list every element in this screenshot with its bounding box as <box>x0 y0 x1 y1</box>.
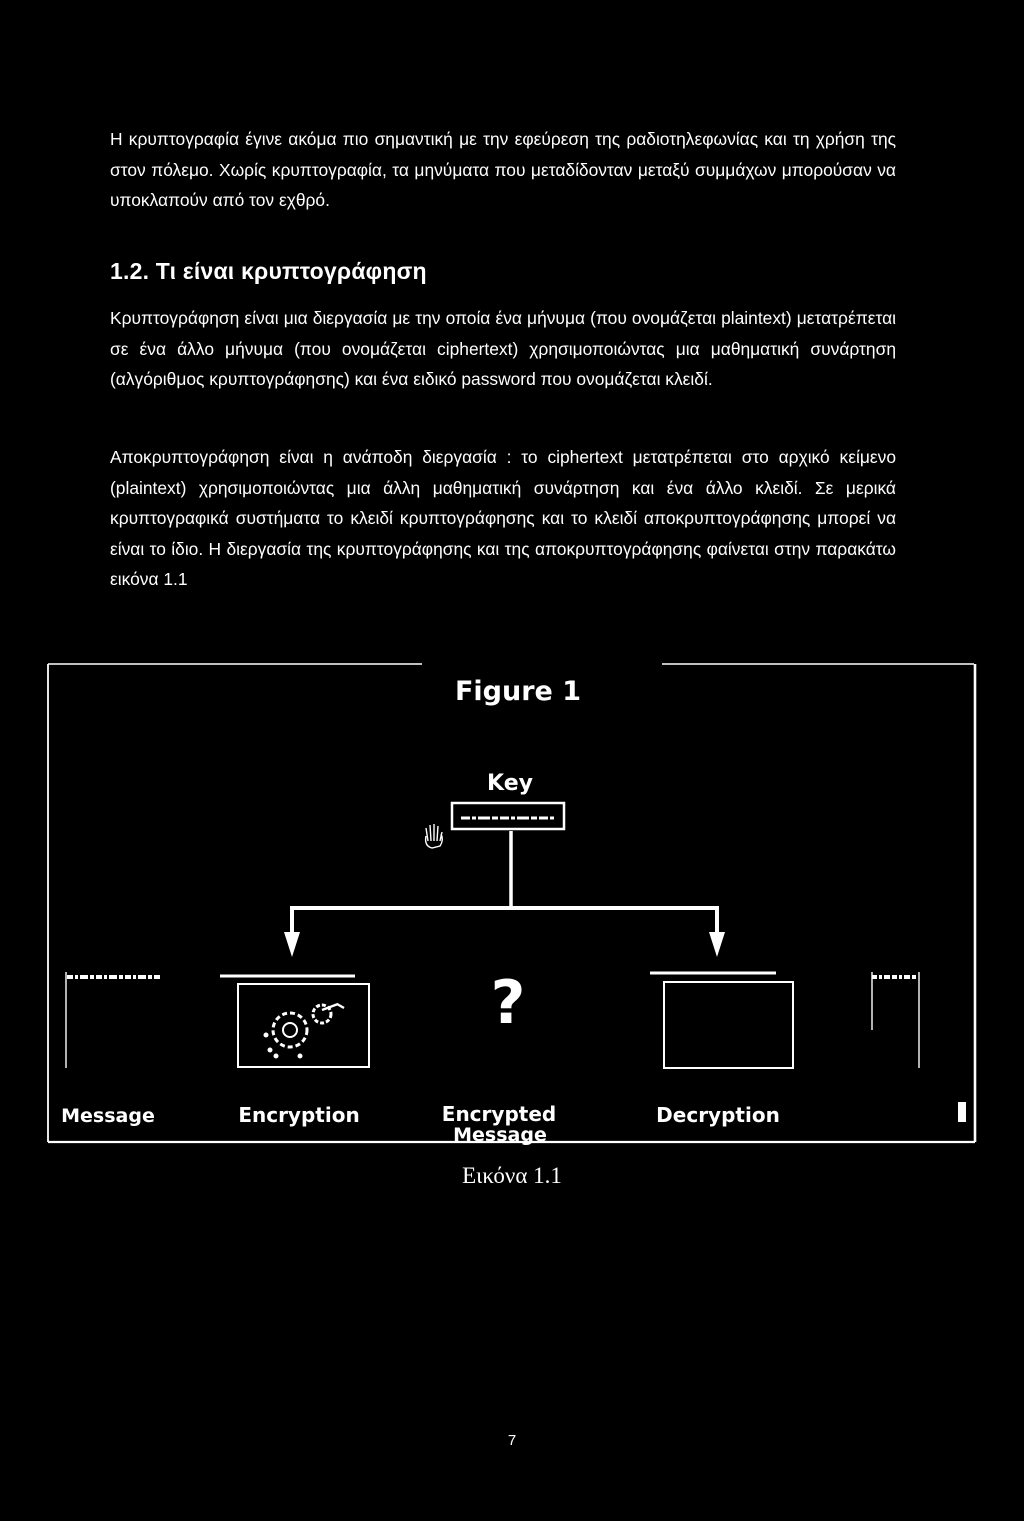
hand-pointer-icon <box>426 824 443 848</box>
message-label: Message <box>61 1105 155 1127</box>
intro-paragraph: Η κρυπτογραφία έγινε ακόμα πιο σημαντική με την εφεύρεση της ραδιοτηλεφωνίας και τη χρήση της στον πόλεμο. Χωρίς κρυπτογραφία, τα μηνύματα που μεταδίδονταν μεταξύ συμμάχων μπορούσαν να υποκλαπούν από τον εχθρό. <box>110 129 896 211</box>
decryption-label: Decryption <box>656 1103 780 1127</box>
arrow-to-decryption-icon <box>709 932 725 957</box>
key-box <box>452 803 564 829</box>
encrypted-message-label-line2: Message <box>453 1124 547 1146</box>
encrypted-message-label-line1: Encrypted <box>441 1102 557 1126</box>
decryption-machine <box>650 973 793 1068</box>
gear-icon <box>264 1004 344 1058</box>
figure-title: Figure 1 <box>454 676 582 707</box>
encryption-machine <box>220 976 369 1067</box>
key-connector-lines <box>290 831 719 935</box>
figure-caption: Εικόνα 1.1 <box>462 1163 562 1188</box>
key-label: Key <box>487 771 533 796</box>
page-number: 7 <box>507 1432 517 1449</box>
encryption-label: Encryption <box>238 1103 360 1127</box>
message-document <box>66 972 160 1068</box>
section-heading: 1.2. Τι είναι κρυπτογράφηση <box>110 258 427 284</box>
cropped-label-fragment <box>958 1102 966 1122</box>
arrow-to-encryption-icon <box>284 932 300 957</box>
question-mark-glyph: ? <box>490 968 526 1038</box>
decryption-definition-paragraph: Αποκρυπτογράφηση είναι η ανάποδη διεργασία : το ciphertext μετατρέπεται στο αρχικό κείμενο (plaintext) χρησιμοποιώντας μια άλλη μαθηματική συνάρτηση και ένα άλλο κλειδί. Σε μερικά κρυπτογραφικά συστήματα το κλειδί κρυπτογράφησης και το κλειδί αποκρυπτογράφησης μπορεί να είναι το ίδιο. Η διεργασία της κρυπτογράφησης και της αποκρυπτογράφησης φαίνεται στην παρακάτω εικόνα 1.1 <box>110 447 896 590</box>
decrypted-message-document <box>872 972 919 1068</box>
encryption-definition-paragraph: Κρυπτογράφηση είναι μια διεργασία με την οποία ένα μήνυμα (που ονομάζεται plaintext) μετατρέπεται σε ένα άλλο μήνυμα (που ονομάζεται ciphertext) χρησιμοποιώντας μια μαθηματική συνάρτηση (αλγόριθμος κρυπτογράφησης) και ένα ειδικό password που ονομάζεται κλειδί. <box>110 308 896 390</box>
